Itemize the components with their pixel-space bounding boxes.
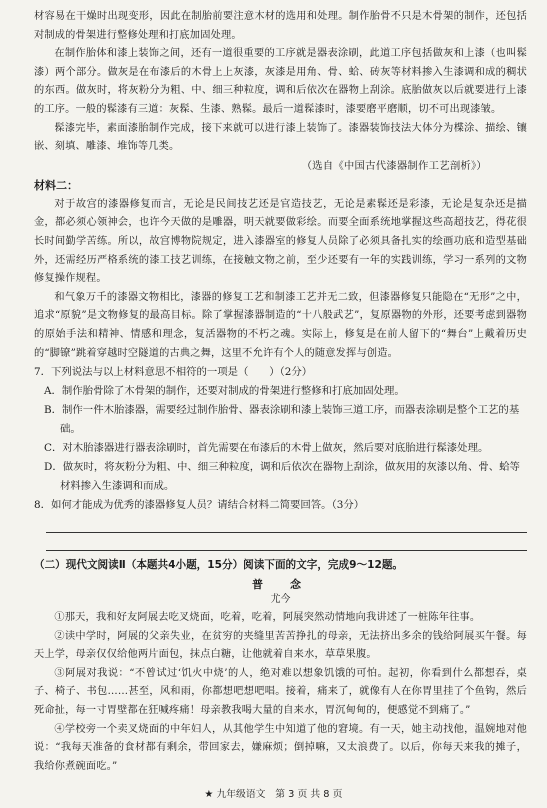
option-a: A．制作胎骨除了木骨架的制作，还要对制成的骨架进行整修和打底加固处理。 [44, 385, 405, 398]
passage-paragraph: 在制作胎体和漆上装饰之间，还有一道很重要的工序就是器表涂刷，此道工序包括做灰和上漆（也叫髹漆）两个部分。做灰是在布漆后的木骨上上灰漆，灰漆是用角、骨、蛤、砖灰等材料掺入生漆调和成的稠状的东西。做灰时，将灰粉分为粗、中、细三种粒度，调和后依次在器物上刮涂。底胎做灰以后就要进行上漆的工序。一般的髹漆有三道：灰髹、生漆、熟髹。最后一道髹漆时，漆要磨平磨顺，切不可出现漆皱。 [34, 48, 527, 115]
material-heading: 材料二： [34, 178, 78, 192]
section-heading: （二）现代文阅读Ⅱ（本题共4小题，15分）阅读下面的文字，完成9～12题。 [34, 559, 404, 572]
passage-paragraph: 髹漆完毕，素面漆胎制作完成，接下来就可以进行漆上装饰了。漆器装饰技法大体分为楪涂、描绘、镶嵌、刻填、雕漆、堆饰等几类。 [34, 122, 527, 153]
page-footer: ★ 九年级语文 第 3 页 共 8 页 [204, 789, 343, 800]
question-8-stem: 8．如何才能成为优秀的漆器修复人员？请结合材料二简要回答。（3分） [34, 499, 365, 512]
question-7-stem: 7．下列说法与以上材料意思不相符的一项是（ ）（2分） [34, 366, 313, 379]
option-c: C．对木胎漆器进行器表涂刷时，首先需要在布漆后的木骨上做灰，然后要对底胎进行髹漆处理。 [44, 442, 489, 455]
essay-author: 尤今 [270, 594, 291, 606]
option-b: B．制作一件木胎漆器，需要经过制作胎骨、器表涂刷和漆上装饰三道工序，而器表涂刷是整个工艺的基础。 [44, 404, 520, 436]
material-paragraph: 对于故宫的漆器修复而言，无论是民间技艺还是官造技艺，无论是素髹还是彩漆，无论是复杂还是描金，都必须心领神会，也许今天做的是雕器，明天就要做彩绘。而要全面系统地掌握这些高超技艺，得花很长时间勤学苦练。所以，故宫博物院规定，进入漆器室的修复人员除了必须具备扎实的绘画功底和造型基础外，还需经历严格系统的漆工技艺训练，在接触文物之前，至少还要有一年的实践训练，学习一系列的文物修复操作规程。 [34, 198, 527, 285]
essay-paragraph: ①那天，我和好友阿展去吃叉烧面，吃着，吃着，阿展突然动情地向我讲述了一桩陈年往事。 [54, 612, 481, 624]
essay-paragraph: ②读中学时，阿展的父亲失业，在贫穷的夹缝里苦苦挣扎的母亲，无法挤出多余的钱给阿展买午餐。每天上学，母亲仅仅给他两片面包，抹点白糖，让他就着自来水，草草果腹。 [34, 630, 527, 661]
essay-paragraph: ③阿展对我说：“不曾试过‘饥火中烧’的人，绝对难以想象饥饿的可怕。起初，你看到什么都想吞，桌子、椅子、书包……甚至，风和雨，你都想吧想吧唱。接着，痛来了，就像有人在你胃里挂了个鱼钩，然后死命扯，每一寸胃壁都在狂喊疼痛！母亲教我喝大量的自来水，胃沉甸甸的，便感觉不到痛了。” [34, 667, 527, 717]
answer-line[interactable] [46, 515, 527, 533]
option-d: D．做灰时，将灰粉分为粗、中、细三种粒度，调和后依次在器物上刮涂，做灰用的灰漆以角、骨、蛤等材料掺入生漆调和而成。 [44, 461, 520, 493]
source-citation: （选自《中国古代漆器制作工艺剖析》） [301, 159, 487, 172]
passage-paragraph: 材容易在干燥时出现变形，因此在制胎前要注意木材的选用和处理。制作胎骨不只是木骨架的制作，还包括对制成的骨架进行整修处理和打底加固处理。 [34, 11, 527, 41]
essay-title: 普 念 [252, 578, 309, 592]
material-paragraph: 和气象万千的漆器文物相比，漆器的修复工艺和制漆工艺并无二致，但漆器修复只能隐在“无形”之中，追求“原貌”是文物修复的最高目标。除了掌握漆器制造的“十八般武艺”，复原器物的外形，还要考虑到器物的原始手法和精神、情感和理念，复活器物的不朽之魂。实际上，修复是在前人留下的“舞台”上戴着历史的“脚镣”跳着穿越时空隧道的古典之舞，这里不允许有个人的随意发挥与创造。 [34, 291, 527, 359]
essay-paragraph: ④学校旁一个卖叉烧面的中年妇人，从其他学生中知道了他的窘境。有一天，她主动找他，温婉地对他说：“我每天准备的食材都有剩余，带回家去，嫌麻烦；倒掉嘛，又太浪费了。以后，你每天来我的摊子，我给你煮碗面吃。” [34, 723, 527, 772]
answer-line[interactable] [46, 533, 527, 551]
